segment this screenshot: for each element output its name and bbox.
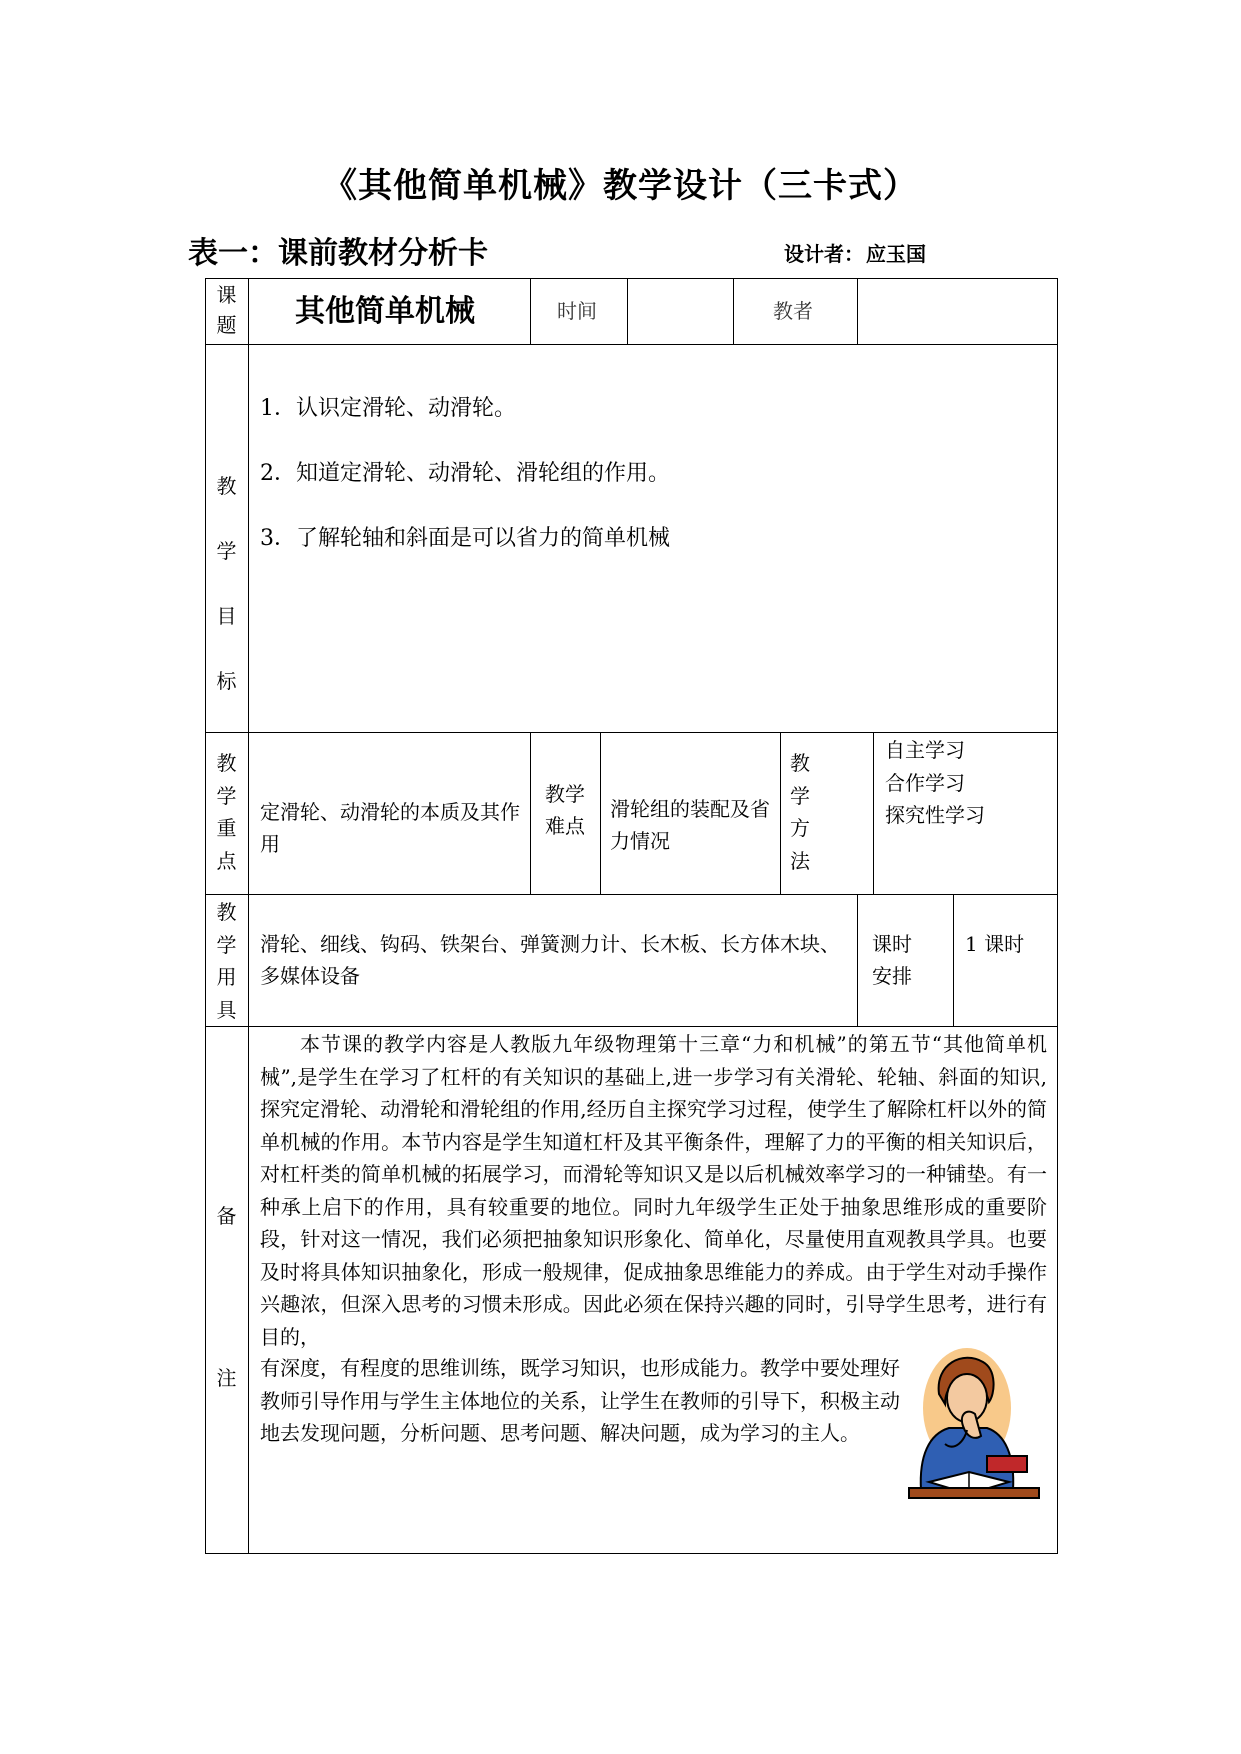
clipart-book-red bbox=[987, 1456, 1027, 1472]
difficulties-label: 教学 难点 bbox=[545, 782, 585, 838]
schedule-label: 课时 安排 bbox=[872, 932, 912, 988]
schedule-value: 1 课时 bbox=[965, 932, 1025, 956]
remarks-text-wrap: 有深度，有程度的思维训练，既学习知识，也形成能力。教学中要处理好教师引导作用与学生主体地位的关系，让学生在教师的引导下，积极主动地去发现问题，分析问题、思考问题、解决问题，成为学习的主人。 bbox=[260, 1356, 900, 1445]
methods-label: 教 学 方 法 bbox=[790, 751, 810, 873]
clipart-desk bbox=[909, 1488, 1039, 1498]
method-item: 探究性学习 bbox=[885, 803, 985, 827]
key-points-label: 教 学 重 点 bbox=[216, 751, 237, 873]
remarks-paragraph: 本节课的教学内容是人教版九年级物理第十三章“力和机械”的第五节“其他简单机械”,是学生在学习了杠杆的有关知识的基础上,进一步学习有关滑轮、轮轴、斜面的知识,探究定滑轮、动滑轮和滑轮组的作用,经历自主探究学习过程，使学生了解除杠杆以外的简单机械的作用。本节内容是学生知道杠杆及其平衡条件，理解了力的平衡的相关知识后，对杠杆类的简单机械的拓展学习，而滑轮等知识又是以后机械效率学习的一种铺垫。有一种承上启下的作用，具有较重要的地位。同时九年级学生正处于抽象思维形成的重要阶段，针对这一情况，我们必须把抽象知识形象化、简单化，尽量使用直观教具学具。也要及时将具体知识抽象化，形成一般规律，促成抽象思维能力的养成。由于学生对动手操作兴趣浓，但深入思考的习惯未形成。因此必须在保持兴趣的同时，引导学生思考，进行有目的， bbox=[260, 1032, 1047, 1349]
method-item: 自主学习 bbox=[885, 738, 965, 762]
remarks-label: 备 bbox=[216, 1204, 237, 1228]
remarks-text bbox=[260, 1028, 1047, 1353]
time-label: 时间 bbox=[557, 299, 597, 323]
card-subtitle: 表一：课前教材分析卡 bbox=[188, 236, 488, 271]
tools-label: 教 学 用 具 bbox=[216, 900, 237, 1022]
document-title: 《其他简单机械》教学设计（三卡式） bbox=[323, 166, 918, 206]
method-item: 合作学习 bbox=[885, 770, 965, 795]
designer-credit bbox=[782, 238, 926, 267]
designer-label: 设计者： bbox=[784, 242, 864, 266]
tools-value: 滑轮、细线、钩码、铁架台、弹簧测力计、长木板、长方体木块、多媒体设备 bbox=[260, 932, 840, 988]
topic-label: 课 题 bbox=[216, 283, 237, 337]
objective-item: 2．知道定滑轮、动滑轮、滑轮组的作用。 bbox=[260, 461, 670, 486]
key-points-value: 定滑轮、动滑轮的本质及其作用 bbox=[260, 800, 520, 856]
objective-item: 1．认识定滑轮、动滑轮。 bbox=[260, 396, 516, 421]
analysis-table bbox=[205, 278, 1058, 1554]
teacher-label: 教者 bbox=[773, 299, 813, 323]
objectives-list bbox=[260, 376, 1040, 571]
remarks-label: 注 bbox=[216, 1366, 237, 1390]
objectives-label: 教 学 目 标 bbox=[216, 474, 237, 693]
difficulties-value: 滑轮组的装配及省力情况 bbox=[610, 797, 770, 853]
objective-item: 3．了解轮轴和斜面是可以省力的简单机械 bbox=[260, 526, 670, 551]
methods-values bbox=[885, 734, 1055, 832]
designer-name: 应玉国 bbox=[866, 242, 926, 266]
thinking-teacher-illustration bbox=[905, 1340, 1045, 1500]
topic-value: 其他简单机械 bbox=[295, 294, 475, 329]
